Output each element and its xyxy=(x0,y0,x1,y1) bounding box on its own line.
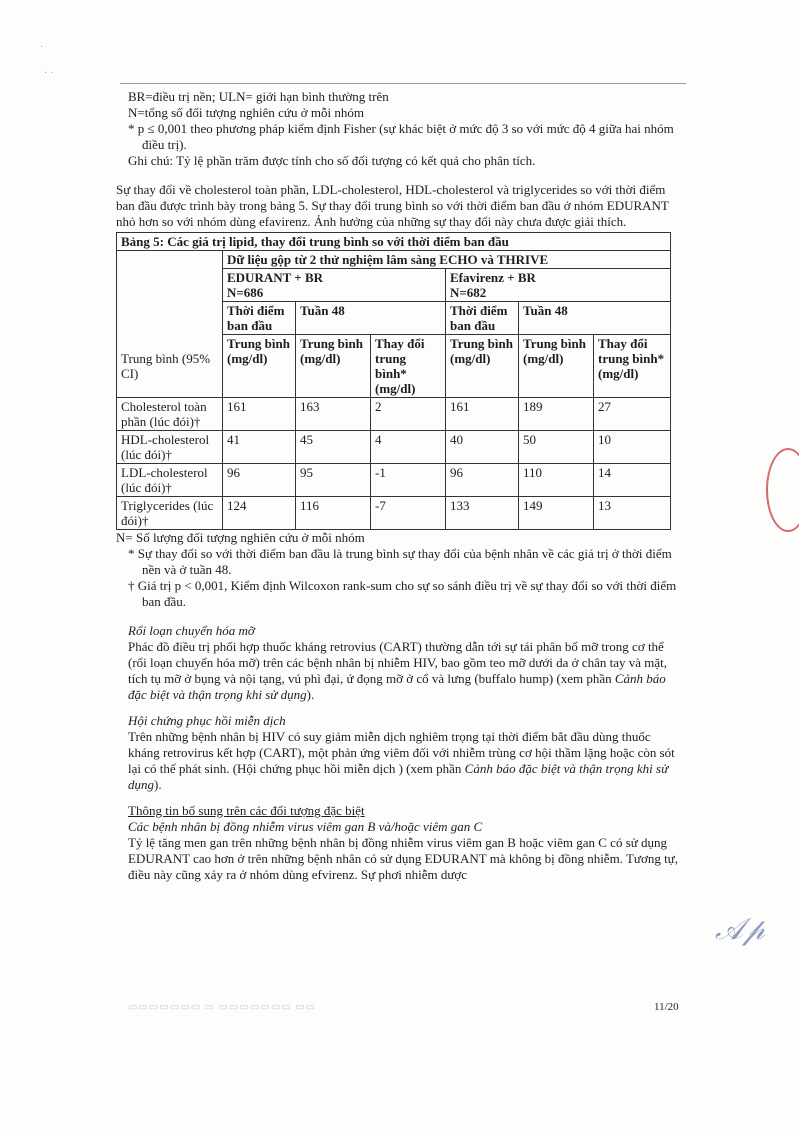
note-line: Ghi chú: Tỷ lệ phần trăm được tính cho số đối tượng có kết quả cho phân tích. xyxy=(128,153,536,168)
coinfection-paragraph: Tỷ lệ tăng men gan trên những bệnh nhân bị đồng nhiễm virus viêm gan B hoặc viêm gan C có sử dụng EDURANT cao hơn ở trên những bệnh nhân có sử dụng EDURANT mà không bị đồng nhiễm. Tương tự, điều này cũng xảy ra ở nhóm dùng efvirenz. Sự phơi nhiễm dược xyxy=(128,835,678,882)
note-line: * p ≤ 0,001 theo phương pháp kiểm định Fisher (sự khác biệt ở mức độ 3 so với mức độ 4 giữa hai nhóm điều trị). xyxy=(128,121,674,152)
mean-header: Trung bình (mg/dl) xyxy=(223,335,296,398)
mean-header: Trung bình (mg/dl) xyxy=(296,335,371,398)
section-heading-iris: Hội chứng phục hồi miễn dịch xyxy=(128,713,286,728)
baseline-header: Thời điểm ban đầu xyxy=(223,302,296,335)
group-efavirenz-header: Efavirenz + BR N=682 xyxy=(446,269,671,302)
table-row: Triglycerides (lúc đói)† 124 116 -7 133 149 13 xyxy=(117,497,671,530)
baseline-header: Thời điểm ban đầu xyxy=(446,302,519,335)
mean-header: Trung bình (mg/dl) xyxy=(446,335,519,398)
table-note: † Giá trị p < 0,001, Kiểm định Wilcoxon rank-sum cho sự so sánh điều trị về sự thay đổi so với thời điểm ban đầu. xyxy=(128,578,677,609)
header-rule xyxy=(120,83,686,84)
lipid-table xyxy=(116,232,671,530)
table-row: Cholesterol toàn phần (lúc đói)† 161 163 2 161 189 27 xyxy=(117,398,671,431)
section-subheading-coinfection: Các bệnh nhân bị đồng nhiễm virus viêm gan B và/hoặc viêm gan C xyxy=(128,819,483,834)
page-number: 11/20 xyxy=(654,1001,679,1013)
table-note: N= Số lượng đối tượng nghiên cứu ở mỗi nhóm xyxy=(116,530,365,545)
note-line: BR=điều trị nền; ULN= giới hạn bình thường trên xyxy=(128,89,389,104)
signature-scribble: 𝒜𝓅 xyxy=(715,912,765,947)
red-stamp-mark xyxy=(766,448,799,532)
section-heading-lipodystrophy: Rối loạn chuyển hóa mỡ xyxy=(128,623,255,638)
intro-paragraph: Sự thay đổi về cholesterol toàn phần, LDL-cholesterol, HDL-cholesterol và triglycerides so với thời điểm ban đầu được trình bày trong bảng 5. Sự thay đổi trung bình so với thời điểm ban đầu ở nhóm EDURANT nhỏ hơn so với nhóm dùng efavirenz. Ảnh hưởng của những sự thay đổi này chưa được giải thích. xyxy=(116,182,669,229)
row-label-mean: Trung bình (95% CI) xyxy=(117,335,223,398)
footer-faded-text: ▭▭▭▭▭▭▭ ▭ ▭▭▭▭▭▭▭ ▭▭ xyxy=(128,1002,317,1013)
pooled-header: Dữ liệu gộp từ 2 thử nghiệm lâm sàng ECHO và THRIVE xyxy=(223,251,671,269)
lipodystrophy-paragraph: Phác đồ điều trị phối hợp thuốc kháng retrovius (CART) thường dẫn tới sự tái phân bố mỡ trong cơ thể (rối loạn chuyển hóa mỡ) trên các bệnh nhân bị nhiễm HIV, bao gồm teo mỡ dưới da ở chân tay và mặt, tích tụ mỡ ở bụng và nội tạng, vú phì đại, ứ đọng mỡ ở cổ và lưng (buffalo hump) (xem phần Cảnh báo đặc biệt và thận trọng khi sử dụng). xyxy=(128,639,667,702)
mean-header: Trung bình (mg/dl) xyxy=(519,335,594,398)
margin-mark: · · xyxy=(44,68,54,79)
margin-mark: · xyxy=(40,42,44,53)
group-edurant-header: EDURANT + BR N=686 xyxy=(223,269,446,302)
iris-paragraph: Trên những bệnh nhân bị HIV có suy giảm miễn dịch nghiêm trọng tại thời điểm bắt đầu dùng thuốc kháng retrovirus kết hợp (CART), một phản ứng viêm đối với nhiễm trùng cơ hội thầm lặng hoặc còn sót lại có thể phát sinh. (Hội chứng phục hồi miễn dịch ) (xem phần Cảnh báo đặc biệt và thận trọng khi sử dụng). xyxy=(128,729,675,792)
note-line: N=tổng số đối tượng nghiên cứu ở mỗi nhóm xyxy=(128,105,364,120)
table-note: * Sự thay đổi so với thời điểm ban đầu là trung bình sự thay đổi của bệnh nhân về các giá trị ở thời điểm nền và ở tuần 48. xyxy=(128,546,672,577)
section-heading-special: Thông tin bổ sung trên các đối tượng đặc biệt xyxy=(128,803,365,818)
week48-header: Tuần 48 xyxy=(519,302,671,335)
table-row: HDL-cholesterol (lúc đói)† 41 45 4 40 50 10 xyxy=(117,431,671,464)
table-row: LDL-cholesterol (lúc đói)† 96 95 -1 96 110 14 xyxy=(117,464,671,497)
change-header: Thay đổi trung bình* (mg/dl) xyxy=(594,335,671,398)
main-content xyxy=(116,89,682,883)
table-caption: Bảng 5: Các giá trị lipid, thay đổi trung bình so với thời điểm ban đầu xyxy=(117,233,671,251)
week48-header: Tuần 48 xyxy=(296,302,446,335)
change-header: Thay đổi trung bình* (mg/dl) xyxy=(371,335,446,398)
